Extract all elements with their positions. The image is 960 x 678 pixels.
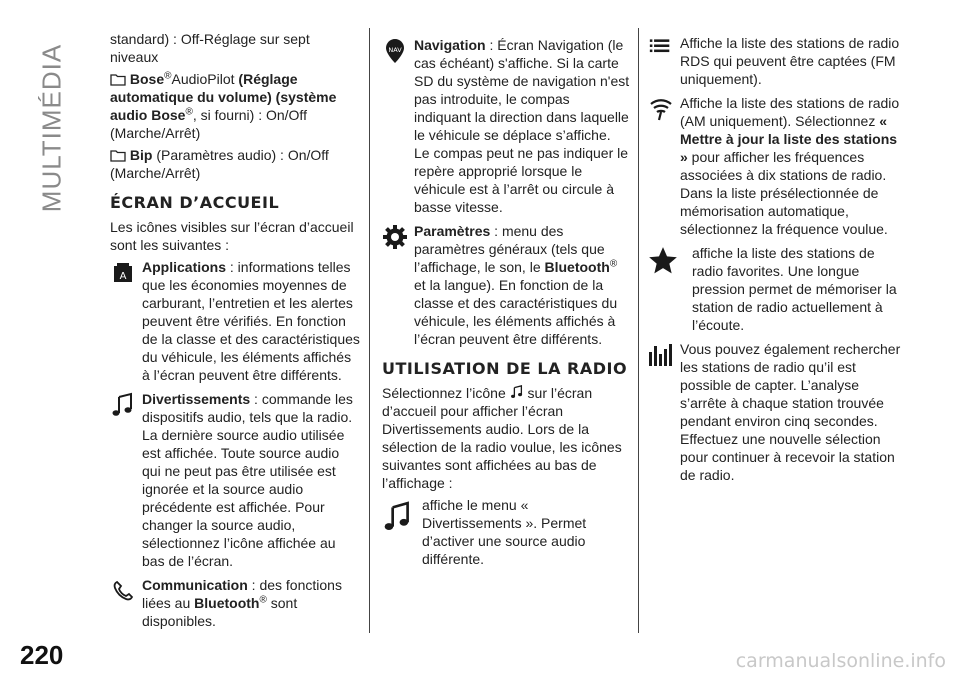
music-note-icon bbox=[510, 384, 524, 400]
bip-text: (Paramètres audio) : On/Off (Marche/Arrêt) bbox=[110, 147, 329, 181]
watermark: carmanualsonline.info bbox=[735, 650, 946, 672]
gear-icon bbox=[382, 224, 408, 250]
menu-text: affiche le menu « Divertissements ». Permet d’activer une source audio différente. bbox=[422, 497, 587, 567]
column-divider bbox=[369, 28, 370, 633]
intro-line: niveaux bbox=[110, 49, 159, 65]
intro-line: standard) : Off-Réglage sur sept bbox=[110, 31, 310, 47]
communication-tail: sont disponibles. bbox=[142, 595, 298, 629]
scan-text: Vous pouvez également rechercher les stations de radio qu’il est possible de capter. L’analyse s’arrête à chaque station trouvée pendant environ cinq secondes. Effectuez une nouvelle sélection pour continuer à recevoir la station de radio. bbox=[680, 341, 901, 483]
star-icon bbox=[648, 246, 678, 276]
svg-text:A: A bbox=[119, 271, 127, 282]
radio-signal-icon bbox=[648, 96, 674, 122]
bose-text: AudioPilot bbox=[171, 71, 235, 87]
entry-settings bbox=[382, 222, 630, 348]
registered-mark: ® bbox=[164, 70, 172, 82]
applications-text: : informations telles que les économies moyennes de carburant, l’entretien et les alertes peuvent être vérifiés. En fonction de la classe et des caractéristiques du véhicule, les éléments affichés à l’écran peuvent être différents. bbox=[142, 259, 360, 383]
registered-mark: ® bbox=[185, 106, 193, 118]
navigation-text: : Écran Navigation (le cas échéant) s'affiche. Si la carte SD du système de navigation n'est pas introduite, le compas indiquant la direction dans laquelle le véhicule se déplace s’affiche. Le compas peut ne pas indiquer le repère approprié lorsque le véhicule est à l’arrêt ou circule à basse vitesse. bbox=[414, 37, 630, 215]
entry-entertainment bbox=[110, 390, 360, 570]
nav-icon-text: NAV bbox=[388, 46, 402, 54]
bose-tail: , si fourni) : On/Off (Marche/Arrêt) bbox=[110, 107, 307, 141]
list-icon bbox=[648, 36, 672, 58]
entertainment-label: Divertissements bbox=[142, 391, 251, 407]
am-list-text-b: pour afficher les fréquences associées à dix stations de radio. Dans la liste présélectionnée de mémorisation automatique, sélectionnez la fréquence voulue. bbox=[680, 149, 888, 237]
radio-intro-b: sur l’écran d’accueil pour afficher l’écran Divertissements audio. Lors de la sélection de la radio voulue, les icônes suivantes sont affichées au bas de l’affichage : bbox=[382, 385, 622, 491]
entry-menu bbox=[382, 496, 630, 568]
radio-intro-a: Sélectionnez l’icône bbox=[382, 385, 506, 401]
music-note-icon bbox=[110, 392, 136, 418]
phone-icon bbox=[110, 578, 136, 604]
heading-radio: UTILISATION DE LA RADIO bbox=[382, 359, 628, 378]
entry-am-list bbox=[648, 94, 903, 238]
folder-icon bbox=[110, 72, 126, 86]
fm-list-text: Affiche la liste des stations de radio RDS qui peuvent être captées (FM uniquement). bbox=[680, 35, 900, 87]
bluetooth-label: Bluetooth bbox=[544, 259, 610, 275]
home-intro: Les icônes visibles sur l’écran d’accueil sont les suivantes : bbox=[110, 219, 354, 253]
entry-favorites bbox=[648, 244, 903, 334]
entertainment-text: : commande les dispositifs audio, tels que la radio. La dernière source audio utilisée est affichée. Toute source audio qui ne peut pas être utilisée est ignorée et la source audio précédente est affichée. Pour changer la source audio, sélectionnez l’icône affichée au bas de l’écran. bbox=[142, 391, 353, 569]
page-number: 220 bbox=[20, 640, 64, 670]
navigation-label: Navigation bbox=[414, 37, 486, 53]
communication-text: : des fonctions liées au bbox=[142, 577, 342, 611]
heading-home-screen: ÉCRAN D’ACCUEIL bbox=[110, 193, 280, 212]
column-2 bbox=[382, 26, 630, 574]
entry-applications bbox=[110, 258, 360, 384]
settings-label: Paramètres bbox=[414, 223, 491, 239]
am-list-bold: « Mettre à jour la liste des stations » bbox=[680, 113, 898, 165]
folder-icon bbox=[110, 148, 126, 162]
registered-mark: ® bbox=[609, 258, 618, 270]
section-side-label: MULTIMÉDIA bbox=[36, 43, 67, 213]
column-divider bbox=[638, 28, 639, 633]
bose-setting bbox=[110, 70, 360, 142]
radio-intro bbox=[382, 384, 630, 492]
settings-tail: et la langue). En fonction de la classe et des caractéristiques du véhicule, les éléments affichés à l’écran peuvent être différents. bbox=[414, 277, 618, 347]
bip-label: Bip bbox=[129, 147, 153, 163]
bose-bold-text: (Réglage automatique du volume) (système audio Bose bbox=[110, 71, 337, 123]
navigation-icon bbox=[382, 38, 408, 64]
scan-icon bbox=[648, 342, 674, 368]
entry-fm-list bbox=[648, 34, 903, 88]
favorites-text: affiche la liste des stations de radio favorites. Une longue pression permet de mémoriser la station de radio actuellement à l’écoute. bbox=[692, 245, 897, 333]
bluetooth-label: Bluetooth bbox=[194, 595, 260, 611]
registered-mark: ® bbox=[259, 594, 267, 606]
bose-label: Bose bbox=[129, 71, 165, 87]
settings-text: : menu des paramètres généraux (tels que l’affichage, le son, le bbox=[414, 223, 605, 275]
applications-label: Applications bbox=[142, 259, 227, 275]
column-1 bbox=[110, 26, 360, 636]
music-note-icon bbox=[382, 500, 414, 534]
communication-label: Communication bbox=[142, 577, 248, 593]
entry-communication bbox=[110, 576, 360, 630]
applications-icon bbox=[110, 260, 136, 286]
settings-intro bbox=[110, 30, 360, 66]
entry-navigation bbox=[382, 36, 630, 216]
bip-setting bbox=[110, 146, 360, 182]
am-list-text-a: Affiche la liste des stations de radio (AM uniquement). Sélectionnez bbox=[680, 95, 900, 129]
entry-scan bbox=[648, 340, 903, 484]
column-3 bbox=[648, 26, 903, 490]
